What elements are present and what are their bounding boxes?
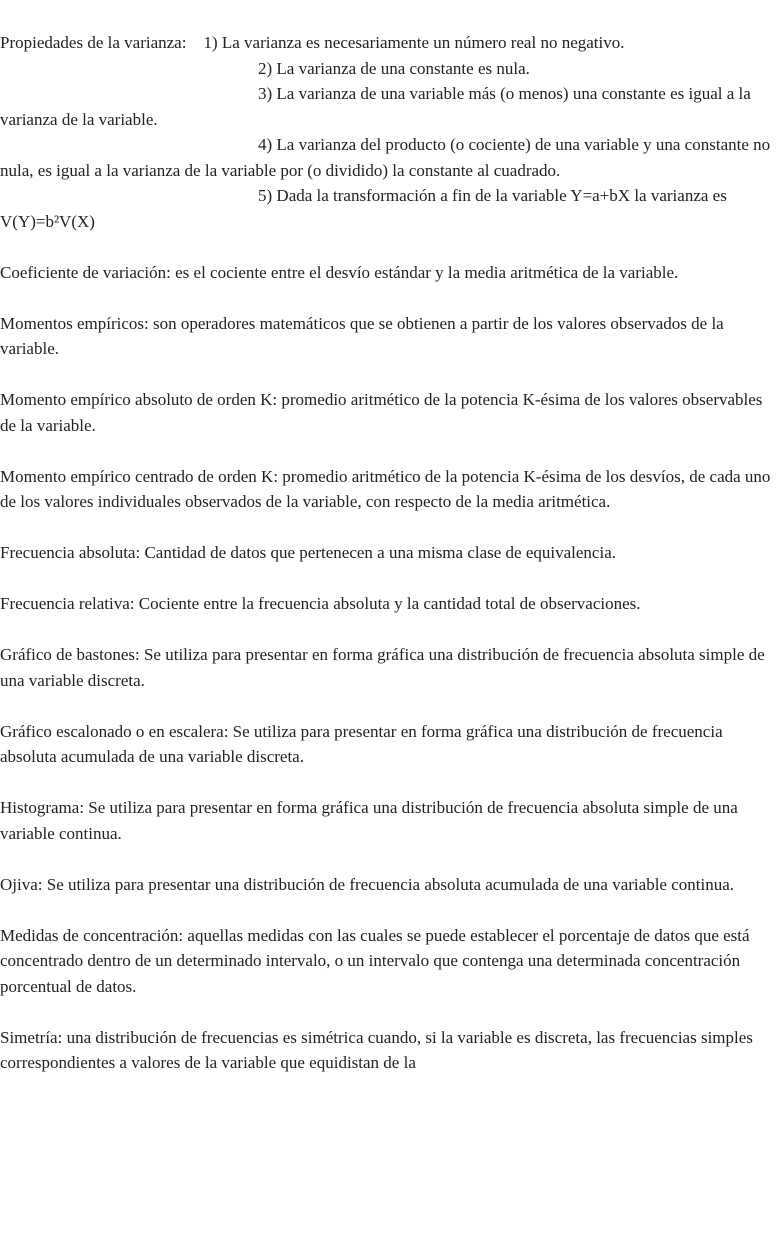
paragraph-simetria: Simetría: una distribución de frecuencias es simétrica cuando, si la variable es discreta, las frecuencias simples correspondientes a valores de la variable que equidistan de la <box>0 1027 753 1072</box>
variance-property-4: 4) La varianza del producto (o cociente) de una variable y una constante no nula, es igual a la varianza de la variable por (o dividido) la constante al cuadrado. <box>0 135 771 180</box>
paragraph-medidas-concentracion: Medidas de concentración: aquellas medidas con las cuales se puede establecer el porcentaje de datos que está concentrado dentro de un determinado intervalo, o un intervalo que contenga una determinada concentración porcentual de datos. <box>0 925 750 996</box>
paragraph-ojiva: Ojiva: Se utiliza para presentar una distribución de frecuencia absoluta acumulada de una variable continua. <box>0 874 735 894</box>
variance-heading: Propiedades de la varianza: <box>0 33 187 52</box>
variance-property-3: 3) La varianza de una variable más (o menos) una constante es igual a la varianza de la variable. <box>0 84 751 129</box>
paragraph-histograma: Histograma: Se utiliza para presentar en forma gráfica una distribución de frecuencia absoluta simple de una variable continua. <box>0 798 738 843</box>
variance-property-5: 5) Dada la transformación a fin de la variable Y=a+bX la varianza es V(Y)=b²V(X) <box>0 186 727 231</box>
paragraph-momento-absoluto: Momento empírico absoluto de orden K: promedio aritmético de la potencia K-ésima de los valores observables de la variable. <box>0 390 763 435</box>
paragraph-grafico-bastones: Gráfico de bastones: Se utiliza para presentar en forma gráfica una distribución de frecuencia absoluta simple de una variable discreta. <box>0 645 765 690</box>
paragraph-momento-centrado: Momento empírico centrado de orden K: promedio aritmético de la potencia K-ésima de los desvíos, de cada uno de los valores individuales observados de la variable, con respecto de la media aritmética. <box>0 466 771 511</box>
variance-property-2: 2) La varianza de una constante es nula. <box>258 58 530 78</box>
paragraph-frecuencia-absoluta: Frecuencia absoluta: Cantidad de datos que pertenecen a una misma clase de equivalencia. <box>0 543 616 562</box>
paragraph-frecuencia-relativa: Frecuencia relativa: Cociente entre la frecuencia absoluta y la cantidad total de observaciones. <box>0 594 641 613</box>
paragraph-coeficiente-variacion: Coeficiente de variación: es el cociente entre el desvío estándar y la media aritmética de la variable. <box>0 262 679 282</box>
paragraph-grafico-escalonado: Gráfico escalonado o en escalera: Se utiliza para presentar en forma gráfica una distribución de frecuencia absoluta acumulada de una variable discreta. <box>0 721 723 766</box>
paragraph-momentos-empiricos: Momentos empíricos: son operadores matemáticos que se obtienen a partir de los valores observados de la variable. <box>0 313 724 358</box>
variance-properties <box>0 30 776 234</box>
variance-property-1 <box>0 30 776 56</box>
variance-item-1: 1) La varianza es necesariamente un número real no negativo. <box>203 33 625 52</box>
